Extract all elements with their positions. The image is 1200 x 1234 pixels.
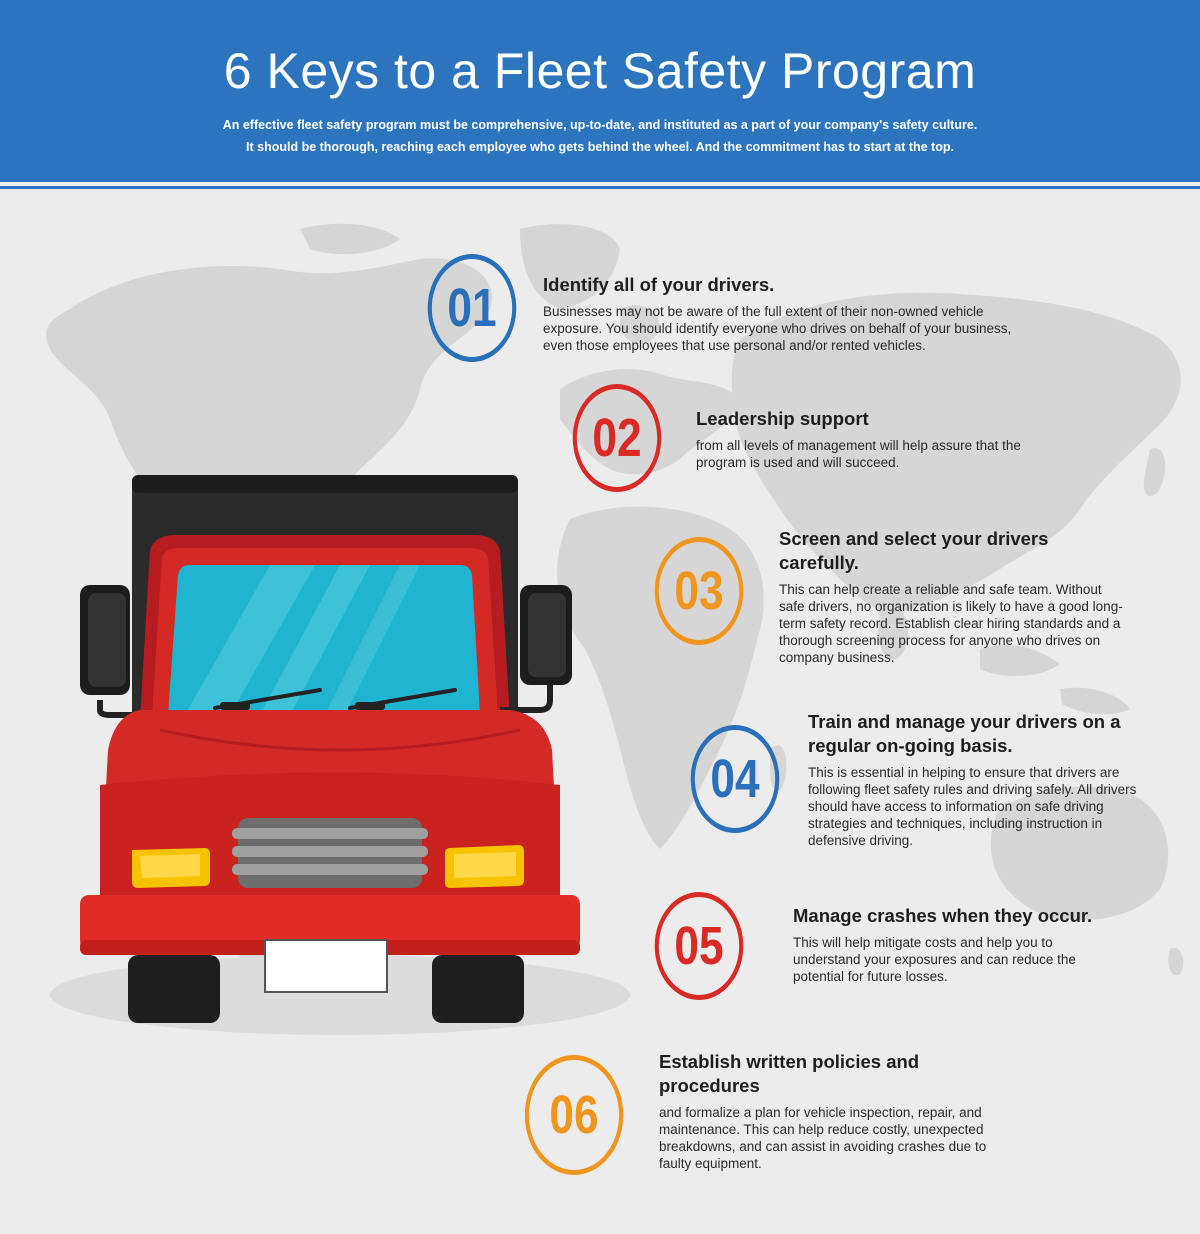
key-number-02: 02 — [592, 408, 642, 468]
key-number-circle-06 — [525, 1055, 623, 1175]
key-number-03: 03 — [674, 561, 724, 621]
key-block-06 — [659, 1050, 1019, 1172]
key-title-01: Identify all of your drivers. — [543, 274, 775, 295]
subtitle-line-1: An effective fleet safety program must be comprehensive, up-to-date, and instituted as a part of your company's safety culture. — [222, 118, 978, 132]
key-number-circle-02 — [573, 384, 662, 492]
key-body-04: This is essential in helping to ensure that drivers are following fleet safety rules and driving safely. All drivers should have access to information on safe driving strategies and techniques, including instruction in defensive driving. — [808, 765, 1137, 848]
key-number-circle-03 — [655, 537, 744, 645]
key-block-03 — [779, 527, 1129, 666]
key-title-05: Manage crashes when they occur. — [793, 905, 1093, 926]
key-number-01: 01 — [447, 278, 497, 338]
key-title-06: Establish written policies and procedures — [659, 1051, 920, 1096]
key-number-circle-05 — [655, 892, 744, 1000]
key-number-circle-01 — [428, 254, 517, 362]
key-body-06: and formalize a plan for vehicle inspection, repair, and maintenance. This can help reduce costly, unexpected breakdowns, and can assist in avoiding crashes due to faulty equipment. — [659, 1105, 987, 1171]
key-title-02: Leadership support — [696, 408, 869, 429]
key-body-03: This can help create a reliable and safe team. Without safe drivers, no organization is likely to have a good long-term safety record. Establish clear hiring standards and a thorough screening process for anyone who drives on company business. — [779, 582, 1123, 665]
key-block-01 — [543, 273, 1063, 354]
key-title-03: Screen and select your drivers carefully. — [779, 528, 1049, 573]
key-number-06: 06 — [549, 1085, 599, 1145]
key-number-circle-04 — [691, 725, 780, 833]
key-number-05: 05 — [674, 916, 724, 976]
key-block-04 — [808, 710, 1178, 849]
key-number-04: 04 — [710, 749, 760, 809]
key-block-02 — [696, 407, 1056, 471]
key-body-05: This will help mitigate costs and help you to understand your exposures and can reduce the potential for future losses. — [793, 935, 1076, 984]
subtitle-line-2: It should be thorough, reaching each employee who gets behind the wheel. And the commitment has to start at the top. — [246, 140, 954, 154]
key-title-04: Train and manage your drivers on a regular on-going basis. — [808, 711, 1121, 756]
page-title: 6 Keys to a Fleet Safety Program — [223, 43, 977, 99]
key-body-02: from all levels of management will help assure that the program is used and will succeed. — [696, 438, 1021, 470]
key-body-01: Businesses may not be aware of the full extent of their non-owned vehicle exposure. You should identify everyone who drives on behalf of your business, even those employees that use personal and/or rented vehicles. — [543, 304, 1012, 353]
truck-illustration — [40, 440, 640, 1040]
key-block-05 — [793, 904, 1153, 985]
header-banner — [0, 0, 1200, 182]
